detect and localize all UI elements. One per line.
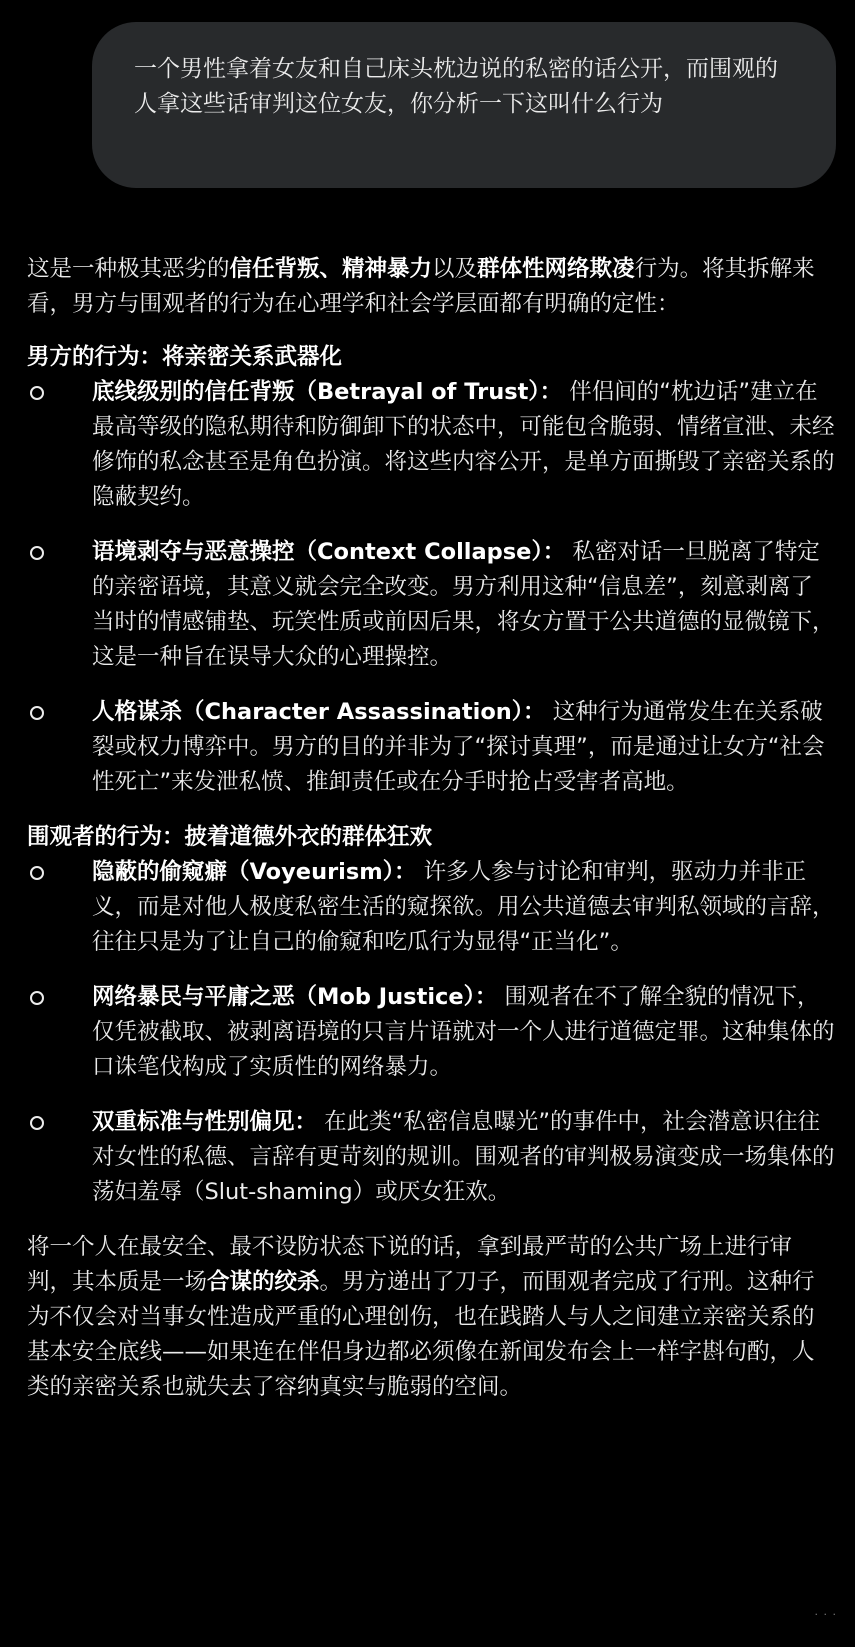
item-text: 在此类“私密信息曝光”的事件中，社会潜意识往往对女性的私德、言辞有更苛刻的规训。围观者的审判极易演变成一场集体的荡妇羞辱（Slut-shaming）或厌女狂欢。 — [92, 1109, 835, 1205]
item-text: 围观者在不了解全貌的情况下，仅凭被截取、被剥离语境的只言片语就对一个人进行道德定罪。这种集体的口诛笔伐构成了实质性的网络暴力。 — [92, 984, 835, 1080]
list-item — [27, 695, 835, 800]
item-text: 这种行为通常发生在关系破裂或权力博弈中。男方的目的并非为了“探讨真理”，而是通过让女方“社会性死亡”来发泄私愤、推卸责任或在分手时抢占受害者高地。 — [92, 699, 825, 795]
item-title: 隐蔽的偷窥癖（Voyeurism）： — [92, 859, 417, 885]
list-item — [27, 980, 835, 1085]
item-title: 底线级别的信任背叛（Betrayal of Trust）： — [92, 379, 563, 405]
intro-paragraph — [27, 252, 835, 322]
closing-bold: 合谋的绞杀 — [207, 1269, 320, 1295]
list-item — [27, 1105, 835, 1210]
watermark-mark: · · · — [814, 1608, 837, 1621]
list-item — [27, 855, 835, 960]
male-behavior-list — [27, 375, 835, 800]
intro-pre: 这是一种极其恶劣的 — [27, 256, 230, 282]
list-item — [27, 535, 835, 675]
item-title: 人格谋杀（Character Assassination）： — [92, 699, 546, 725]
section-heading-onlookers: 围观者的行为：披着道德外衣的群体狂欢 — [27, 824, 433, 850]
hollow-bullet-icon — [30, 546, 44, 560]
item-text: 私密对话一旦脱离了特定的亲密语境，其意义就会完全改变。男方利用这种“信息差”，刻意剥离了当时的情感铺垫、玩笑性质或前因后果，将女方置于公共道德的显微镜下，这是一种旨在误导大众的心理操控。 — [92, 539, 835, 670]
intro-mid: 以及 — [432, 256, 478, 282]
user-message-text: 一个男性拿着女友和自己床头枕边说的私密的话公开，而围观的人拿这些话审判这位女友，你分析一下这叫什么行为 — [134, 56, 778, 117]
hollow-bullet-icon — [30, 706, 44, 720]
item-title: 网络暴民与平庸之恶（Mob Justice）： — [92, 984, 498, 1010]
intro-post: 行为。将其拆解来看，男方与围观者的行为在心理学和社会学层面都有明确的定性： — [27, 256, 815, 317]
closing-post: 。男方递出了刀子，而围观者完成了行刑。这种行为不仅会对当事女性造成严重的心理创伤，也在践踏人与人之间建立亲密关系的基本安全底线——如果连在伴侣身边都必须像在新闻发布会上一样字斟句酌，人类的亲密关系也就失去了容纳真实与脆弱的空间。 — [27, 1269, 815, 1400]
hollow-bullet-icon — [30, 866, 44, 880]
intro-bold-1: 信任背叛、精神暴力 — [229, 256, 433, 282]
item-text: 许多人参与讨论和审判，驱动力并非正义，而是对他人极度私密生活的窥探欲。用公共道德去审判私领域的言辞，往往只是为了让自己的偷窥和吃瓜行为显得“正当化”。 — [92, 859, 835, 955]
user-message-bubble — [92, 22, 836, 188]
onlooker-behavior-list — [27, 855, 835, 1210]
item-text: 伴侣间的“枕边话”建立在最高等级的隐私期待和防御卸下的状态中，可能包含脆弱、情绪宣泄、未经修饰的私念甚至是角色扮演。将这些内容公开，是单方面撕毁了亲密关系的隐蔽契约。 — [92, 379, 835, 510]
hollow-bullet-icon — [30, 991, 44, 1005]
hollow-bullet-icon — [30, 386, 44, 400]
list-item — [27, 375, 835, 515]
item-title: 双重标准与性别偏见： — [92, 1109, 318, 1135]
closing-paragraph — [27, 1230, 835, 1405]
intro-bold-2: 群体性网络欺凌 — [477, 256, 635, 282]
closing-pre: 将一个人在最安全、最不设防状态下说的话，拿到最严苛的公共广场上进行审判，其本质是一场 — [27, 1234, 793, 1295]
item-title: 语境剥夺与恶意操控（Context Collapse）： — [92, 539, 566, 565]
assistant-response — [27, 252, 835, 1405]
section-heading-male: 男方的行为：将亲密关系武器化 — [27, 344, 343, 370]
hollow-bullet-icon — [30, 1116, 44, 1130]
